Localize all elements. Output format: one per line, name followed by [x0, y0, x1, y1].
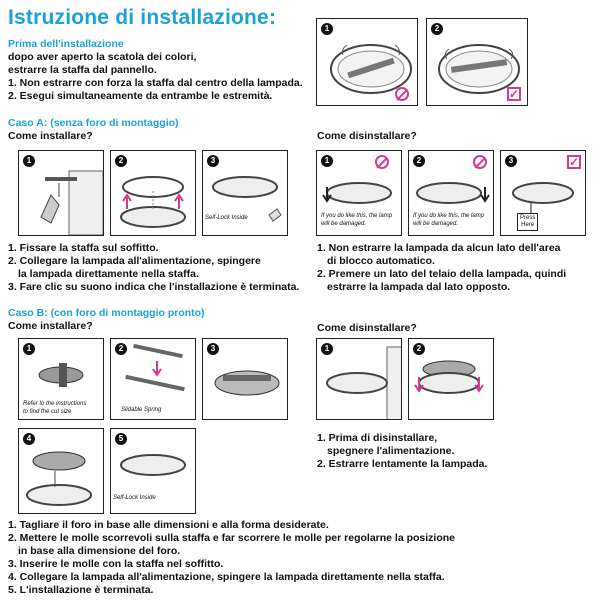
refer-caption: Refer to the instructions [23, 401, 87, 407]
step-text: 3. Fare clic su suono indica che l'installazione è terminata. [8, 281, 300, 293]
lamp-push-illustration [111, 151, 196, 236]
damage-caption: will be damaged. [321, 221, 367, 227]
step-text: 1. Non estrarre la lampada da alcun lato dell'area [317, 242, 561, 254]
step-number: 2 [413, 155, 425, 167]
installed-lamp-illustration [203, 151, 288, 236]
case-a-remove-panel-1 [316, 150, 402, 236]
case-b-heading: Caso B: (con foro di montaggio pronto) [8, 307, 205, 319]
intro-line: 2. Esegui simultaneamente da entrambe le estremità. [8, 90, 273, 102]
press-here-label [517, 213, 538, 231]
intro-line: estrarre la staffa dal pannello. [8, 64, 157, 76]
intro-block [8, 38, 303, 103]
step-text: estrarre la lampada dal lato opposto. [327, 281, 511, 293]
case-a-install-panel-2 [110, 150, 196, 236]
self-lock-caption: Self-Lock Inside [205, 215, 248, 221]
intro-subtitle: Prima dell'installazione [8, 38, 124, 50]
step-number: 2 [115, 343, 127, 355]
page-title: Istruzione di installazione: [8, 6, 277, 29]
case-a-install-panel-3 [202, 150, 288, 236]
case-a-heading: Caso A: (senza foro di montaggio) [8, 117, 179, 129]
case-a-remove-panel-2 [408, 150, 494, 236]
connect-lamp-illustration [19, 429, 104, 514]
bracket-panel-1 [316, 18, 418, 106]
case-b-install-panel-1 [18, 338, 104, 420]
intro-line: 1. Non estrarre con forza la staffa dal centro della lampada. [8, 77, 303, 89]
step-number: 3 [505, 155, 517, 167]
step-text: 2. Estrarre lentamente la lampada. [317, 458, 488, 470]
case-b-install-heading: Come installare? [8, 320, 93, 332]
pull-lamp-illustration [409, 339, 494, 420]
step-number: 2 [431, 23, 443, 35]
step-number: 5 [115, 433, 127, 445]
step-number: 2 [413, 343, 425, 355]
case-b-install-panel-4 [18, 428, 104, 514]
case-a-install-steps [8, 242, 299, 294]
step-text: 1. Fissare la staffa sul soffitto. [8, 242, 159, 254]
case-a-remove-heading: Come disinstallare? [317, 130, 417, 142]
step-text: 2. Collegare la lampada all'alimentazione, spingere [8, 255, 261, 267]
step-number: 1 [321, 23, 333, 35]
case-a-install-heading: Come installare? [8, 130, 93, 142]
damage-caption: If you do like this, the lamp [321, 213, 393, 219]
correct-check-icon: ✓ [569, 155, 580, 169]
case-b-remove-panel-1 [316, 338, 402, 420]
prohibited-icon [395, 87, 409, 101]
case-b-install-panel-5 [110, 428, 196, 514]
step-text: spegnere l'alimentazione. [327, 445, 455, 457]
drill-illustration [19, 151, 104, 236]
step-number: 1 [23, 343, 35, 355]
case-a-remove-panel-3 [500, 150, 586, 236]
step-number: 1 [23, 155, 35, 167]
damage-caption: If you do like this, the lamp [413, 213, 485, 219]
step-text: 4. Collegare la lampada all'alimentazione, spingere la lampada direttamente nella staffa. [8, 571, 445, 583]
step-text: in base alla dimensione del foro. [18, 545, 181, 557]
refer-caption: to find the cut size [23, 409, 72, 415]
step-text: la lampada direttamente nella staffa. [18, 268, 199, 280]
case-b-remove-steps [317, 432, 487, 471]
here-text: Here [521, 222, 535, 228]
case-a-install-panel-1 [18, 150, 104, 236]
step-text: 1. Tagliare il foro in base alle dimensioni e alla forma desiderate. [8, 519, 329, 531]
bracket-panel-2 [426, 18, 528, 106]
step-number: 1 [321, 343, 333, 355]
case-a-remove-steps [317, 242, 566, 294]
damage-caption: will be damaged. [413, 221, 459, 227]
press-text: Press [520, 215, 536, 221]
intro-line: dopo aver aperto la scatola dei colori, [8, 51, 197, 63]
self-lock-caption: Self-Lock Inside [113, 495, 156, 501]
step-number: 4 [23, 433, 35, 445]
case-b-install-panel-2 [110, 338, 196, 420]
power-off-illustration [317, 339, 402, 420]
step-text: 1. Prima di disinstallare, [317, 432, 438, 444]
step-text: 5. L'installazione è terminata. [8, 584, 154, 596]
press-removal-illustration [501, 151, 586, 236]
case-b-install-panel-3 [202, 338, 288, 420]
step-number: 3 [207, 155, 219, 167]
case-b-install-steps [8, 519, 455, 597]
case-b-remove-heading: Come disinstallare? [317, 322, 417, 334]
step-text: 2. Premere un lato del telaio della lampada, quindi [317, 268, 567, 280]
correct-check-icon: ✓ [509, 87, 520, 101]
slidable-caption: Slidable Spring [121, 407, 162, 413]
step-text: di blocco automatico. [327, 255, 435, 267]
insert-bracket-illustration [203, 339, 288, 420]
step-number: 3 [207, 343, 219, 355]
step-text: 2. Mettere le molle scorrevoli sulla staffa e far scorrere le molle per regolarne la posizione [8, 532, 456, 544]
case-b-remove-panel-2 [408, 338, 494, 420]
step-number: 2 [115, 155, 127, 167]
step-number: 1 [321, 155, 333, 167]
step-text: 3. Inserire le molle con la staffa nel soffitto. [8, 558, 224, 570]
